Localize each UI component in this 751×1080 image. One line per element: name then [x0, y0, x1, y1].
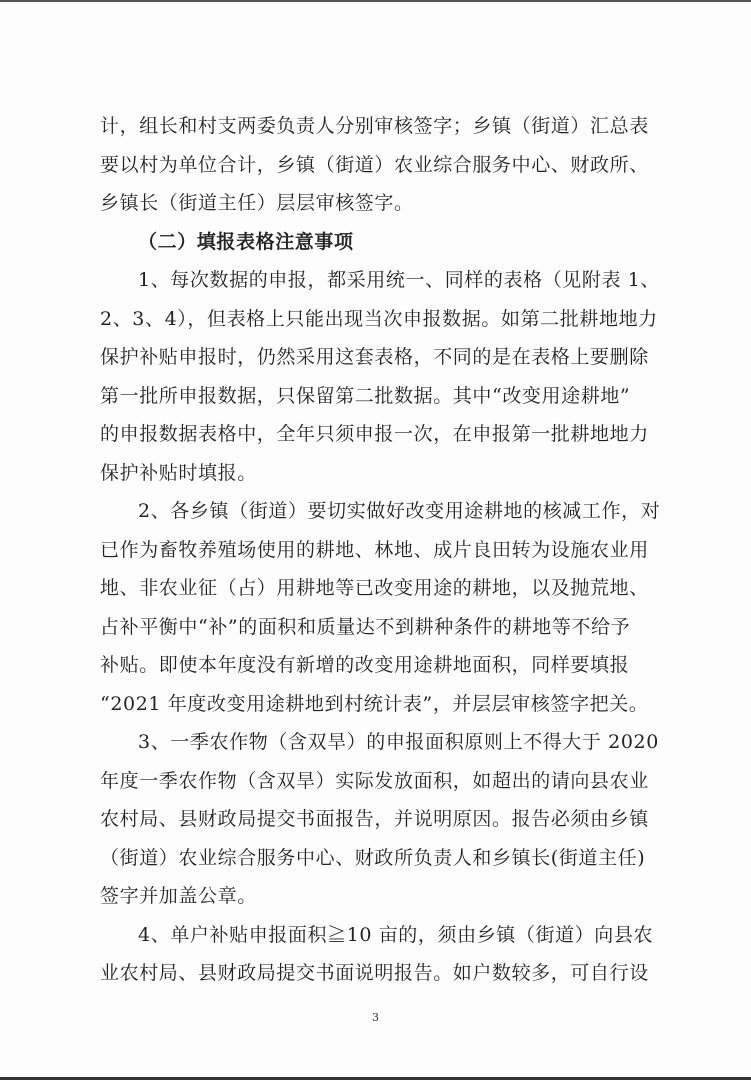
text-line: 保护补贴申报时，仍然采用这套表格，不同的是在表格上要删除: [100, 346, 649, 368]
text-line: 乡镇长（街道主任）层层审核签字。: [100, 192, 414, 214]
text-line: 计，组长和村支两委负责人分别审核签字；乡镇（街道）汇总表: [100, 115, 649, 137]
text-line: 补贴。即使本年度没有新增的改变用途耕地面积，同样要填报: [100, 654, 630, 676]
text-line: 2、各乡镇（街道）要切实做好改变用途耕地的核减工作，对: [138, 500, 661, 522]
text-line: 业农村局、县财政局提交书面说明报告。如户数较多，可自行设: [100, 962, 649, 984]
text-line: 已作为畜牧养殖场使用的耕地、林地、成片良田转为设施农业用: [100, 538, 649, 561]
text-line: （街道）农业综合服务中心、财政所负责人和乡镇长(街道主任): [100, 846, 646, 869]
text-line: 农村局、县财政局提交书面报告，并说明原因。报告必须由乡镇: [100, 808, 649, 830]
text-line: 保护补贴时填报。: [100, 461, 257, 484]
text-line: “2021 年度改变用途耕地到村统计表”，并层层审核签字把关。: [100, 692, 649, 715]
text-line: 4、单户补贴申报面积≧10 亩的，须由乡镇（街道）向县农: [138, 923, 654, 946]
page-top-edge: [0, 0, 751, 2]
text-line: 1、每次数据的申报，都采用统一、同样的表格（见附表 1、: [138, 269, 661, 291]
text-line: 要以村为单位合计，乡镇（街道）农业综合服务中心、财政所、: [100, 153, 649, 176]
section-heading: （二）填报表格注意事项: [138, 230, 354, 253]
text-line: 2、3、4），但表格上只能出现当次申报数据。如第二批耕地地力: [100, 307, 658, 330]
text-line: 年度一季农作物（含双旱）实际发放面积，如超出的请向县农业: [100, 769, 649, 792]
text-line: 地、非农业征（占）用耕地等已改变用途的耕地，以及抛荒地、: [100, 577, 649, 599]
page-number: 3: [372, 1011, 379, 1024]
text-line: 第一批所申报数据，只保留第二批数据。其中“改变用途耕地”: [100, 384, 631, 407]
text-line: 占补平衡中“补”的面积和质量达不到耕种条件的耕地等不给予: [100, 615, 631, 638]
text-line: 的申报数据表格中，全年只须申报一次，在申报第一批耕地地力: [100, 423, 649, 445]
document-body: [100, 107, 660, 993]
text-line: 签字并加盖公章。: [100, 885, 257, 907]
text-line: 3、一季农作物（含双旱）的申报面积原则上不得大于 2020: [138, 731, 659, 753]
